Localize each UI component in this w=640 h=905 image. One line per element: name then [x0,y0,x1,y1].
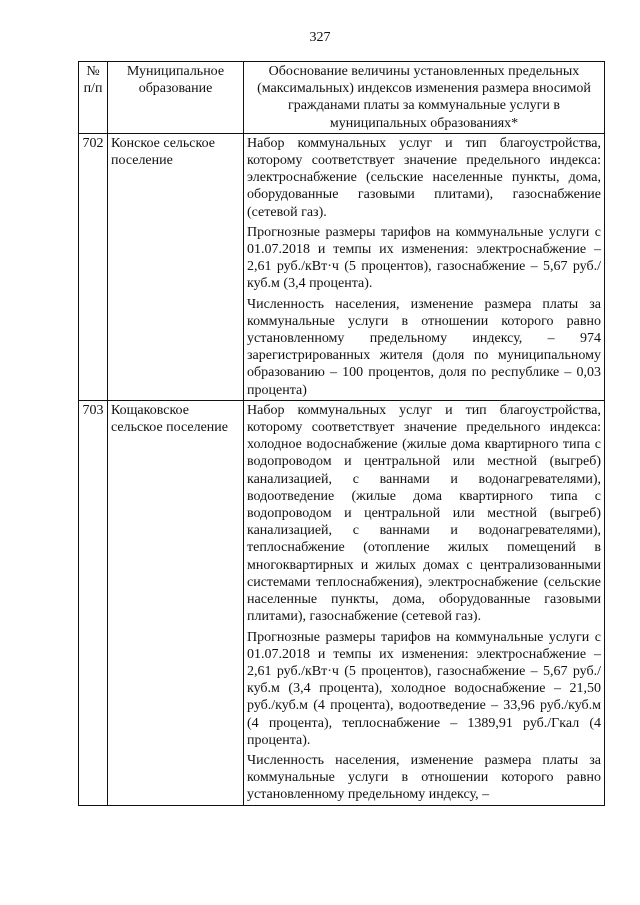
tariff-index-table [78,61,605,806]
justification-paragraph: Прогнозные размеры тарифов на коммунальные услуги с 01.07.2018 и темпы их изменения: электроснабжение – 2,61 руб./кВт·ч (5 процентов), газоснабжение – 5,67 руб./куб.м (3,4 процента), холодное водоснабжение – 21,50 руб./куб.м (4 процента), водоотведение – 33,96 руб./куб.м (4 процента), теплоснабжение – 1389,91 руб./Гкал (4 процента). [247,629,601,748]
justification-paragraph: Набор коммунальных услуг и тип благоустройства, которому соответствует значение предельного индекса: холодное водоснабжение (жилые дома квартирного типа с водопроводом и центральной или местной (выгреб) канализацией, с ваннами и водонагревателями), водоотведение (жилые дома квартирного типа с водопроводом и центральной или местной (выгреб) канализацией, с ваннами и водонагревателями), теплоснабжение (отопление жилых помещений в многоквартирных и жилых домах с централизованными системами теплоснабжения), электроснабжение (сельские населенные пункты, дома, оборудованные газовыми плитами), газоснабжение (сетевой газ). [247,402,601,625]
table-row [79,133,605,400]
table-header-row [79,62,605,134]
justification-paragraph: Прогнозные размеры тарифов на коммунальные услуги с 01.07.2018 и темпы их изменения: электроснабжение – 2,61 руб./кВт·ч (5 процентов), газоснабжение – 5,67 руб./куб.м (3,4 процента). [247,224,601,292]
row-justification [244,133,605,400]
row-municipality: Кощаковское сельское поселение [108,400,244,805]
header-justification: Обоснование величины установленных предельных (максимальных) индексов изменения размера вносимой гражданами платы за коммунальные услуги в муниципальных образованиях* [244,62,605,134]
justification-paragraph: Численность населения, изменение размера платы за коммунальные услуги в отношении которого равно установленному предельному индексу, – 974 зарегистрированных жителя (доля по муниципальному образованию – 100 процентов, доля по республике – 0,03 процента) [247,296,601,398]
row-municipality: Конское сельское поселение [108,133,244,400]
row-justification [244,400,605,805]
row-number: 703 [79,400,108,805]
row-number: 702 [79,133,108,400]
table-row [79,400,605,805]
justification-paragraph: Численность населения, изменение размера платы за коммунальные услуги в отношении которого равно установленному предельному индексу, – [247,752,601,803]
header-number: № п/п [79,62,108,134]
page-number: 327 [309,30,331,45]
justification-paragraph: Набор коммунальных услуг и тип благоустройства, которому соответствует значение предельного индекса: электроснабжение (сельские населенные пункты, дома, оборудованные газовыми плитами), газоснабжение (сетевой газ). [247,135,601,220]
header-municipality: Муниципальное образование [108,62,244,134]
